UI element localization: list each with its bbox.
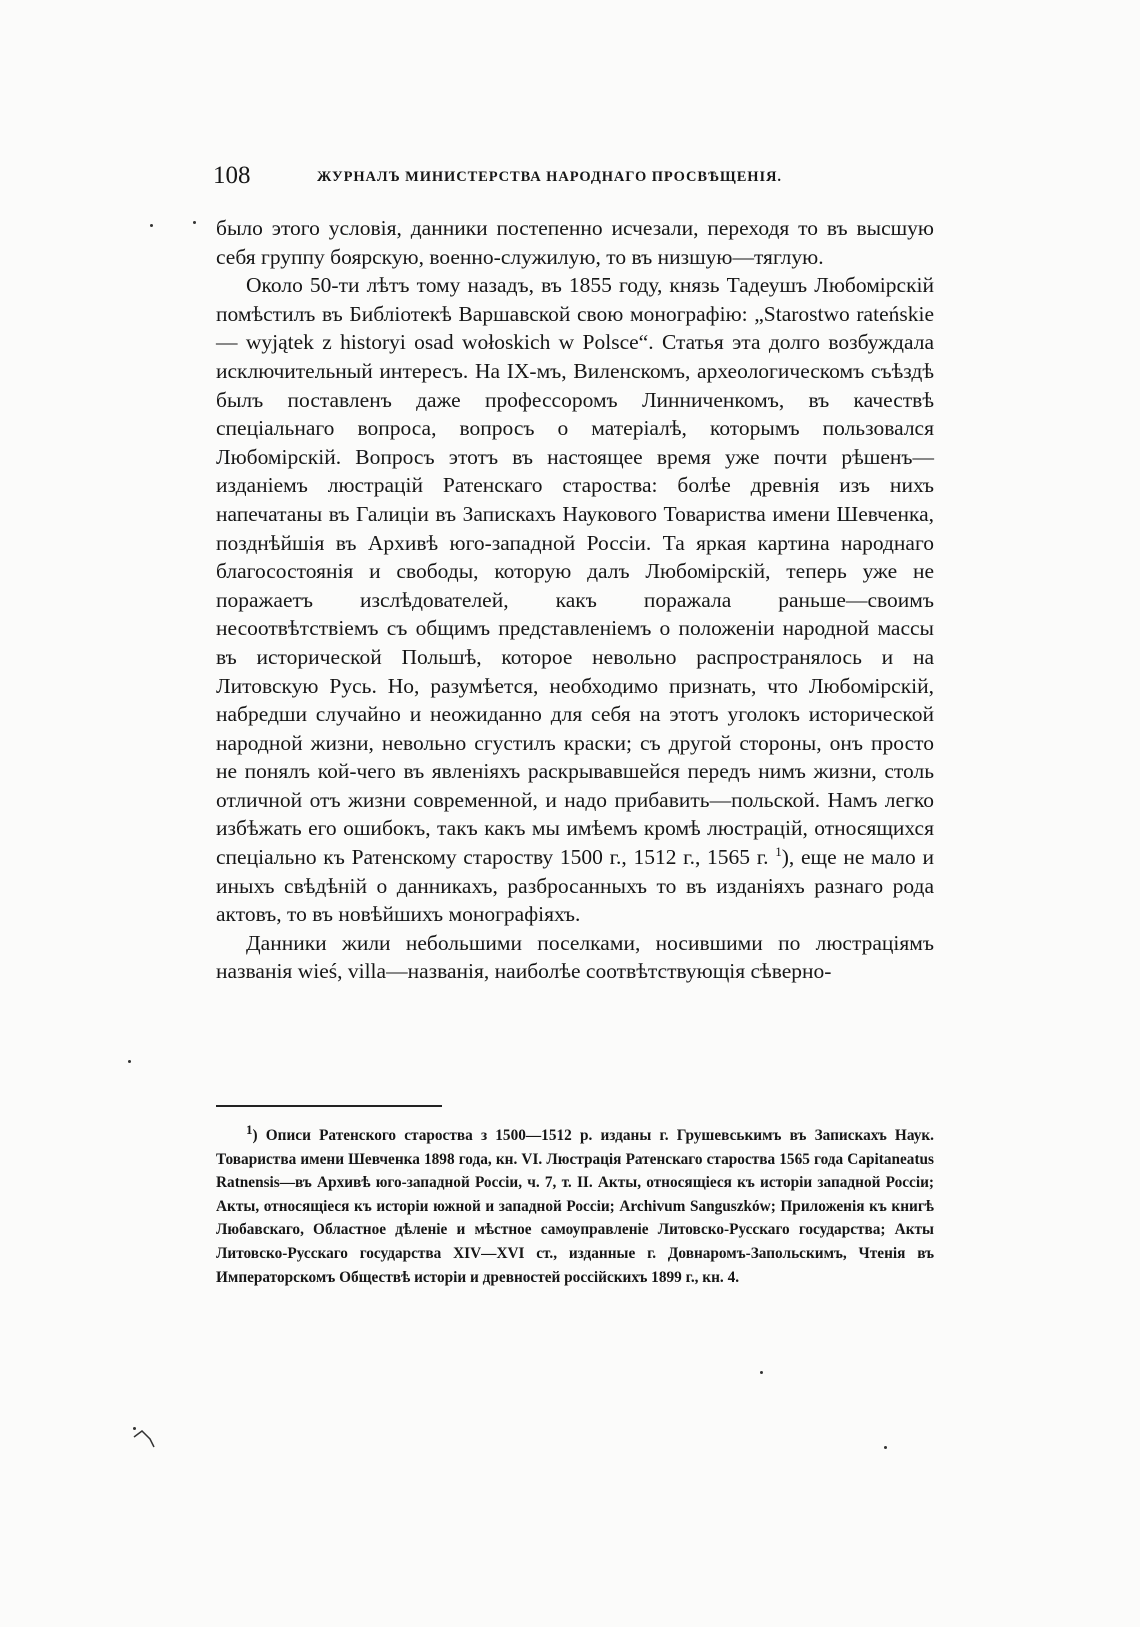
footnote-reference[interactable]: 1 — [775, 843, 782, 859]
page-number: 108 — [213, 162, 251, 189]
paragraph: Около 50-ти лѣтъ тому назадъ, въ 1855 году, князь Тадеушъ Любомірскій помѣстилъ въ Библіотекѣ Варшавской свою монографію: „Starostwo rateńskie — wyjątek z historyi osad wołoskich w Polsce“. Статья эта долго возбуждала исключительный интересъ. На IX-мъ, Виленскомъ, археологическомъ съѣздѣ былъ поставленъ даже профессоромъ Линниченкомъ, въ качествѣ спеціальнаго вопроса, вопросъ о матеріалѣ, которымъ пользовался Любомірскій. Вопросъ этотъ въ настоящее время уже почти рѣшенъ—изданіемъ люстрацій Ратенскаго староства: болѣе древнія изъ нихъ напечатаны въ Галиціи въ Запискахъ Наукового Товариства имени Шевченка, позднѣйшія въ Архивѣ юго-западной Россіи. Та яркая картина народнаго благосостоянія и свободы, которую далъ Любомірскій, теперь уже не поражаетъ изслѣдователей, какъ поражала раньше—своимъ несоотвѣтствіемъ съ общимъ представленіемъ о положеніи народной массы въ исторической Польшѣ, которое невольно распространялось и на Литовскую Русь. Но, разумѣется, необходимо признать, что Любомірскій, набредши случайно и неожиданно для себя на этотъ уголокъ исторической народной жизни, невольно сгустилъ краски; съ другой стороны, онъ просто не понялъ кой-чего въ явленіяхъ раскрывавшейся передъ нимъ жизни, столь отличной отъ жизни современной, и надо прибавить—польской. Намъ легко избѣжать его ошибокъ, такъ какъ мы имѣемъ кромѣ люстрацій, относящихся спеціально къ Ратенскому староству 1500 г., 1512 г., 1565 г. $^1$), еще не мало и иныхъ свѣдѣній о данникахъ, разбросанныхъ то въ изданіяхъ разнаго рода актовъ, то въ новѣйшихъ монографіяхъ. — [216, 273, 934, 927]
footnote — [216, 1121, 934, 1289]
footnotes — [216, 1121, 934, 1289]
footnote-mark: 1 — [246, 1121, 253, 1137]
footnote-divider — [216, 1105, 442, 1107]
paragraph: Данники жили небольшими поселками, носившими по люстраціямъ названія wieś, villa—названія, наиболѣе соотвѣтствующія сѣверно- — [216, 930, 934, 984]
running-title: ЖУРНАЛЪ МИНИСТЕРСТВА НАРОДНАГО ПРОСВѢЩЕНІЯ. — [317, 169, 782, 185]
body-text — [216, 214, 934, 986]
page-header — [213, 162, 935, 194]
paragraph: было этого условія, данники постепенно исчезали, переходя то въ высшую себя группу боярскую, военно-служилую, то въ низшую—тяглую. — [216, 216, 934, 269]
scan-mark-icon — [128, 1425, 168, 1455]
footnote-text: ) Описи Ратенского староства з 1500—1512 р. изданы г. Грушевськимъ въ Запискахъ Наук. Товариства имени Шевченка 1898 года, кн. VI. Люстрація Ратенскаго староства 1565 года Capitaneatus Ratnensis—въ Архивѣ юго-западной Россіи, ч. 7, т. II. Акты, относящіеся къ исторіи западной Россіи; Акты, относящіеся къ исторіи южной и западной Россіи; Archivum Sanguszków; Приложенія къ книгѣ Любавскаго, Областное дѣленіе и мѣстное самоуправленіе Литовско-Русскаго государства; Акты Литовско-Русскаго государства XIV—XVI ст., изданные г. Довнаромъ-Запольскимъ, Чтенія въ Императорскомъ Обществѣ исторіи и древностей россійскихъ 1899 г., кн. 4. — [216, 1127, 934, 1286]
